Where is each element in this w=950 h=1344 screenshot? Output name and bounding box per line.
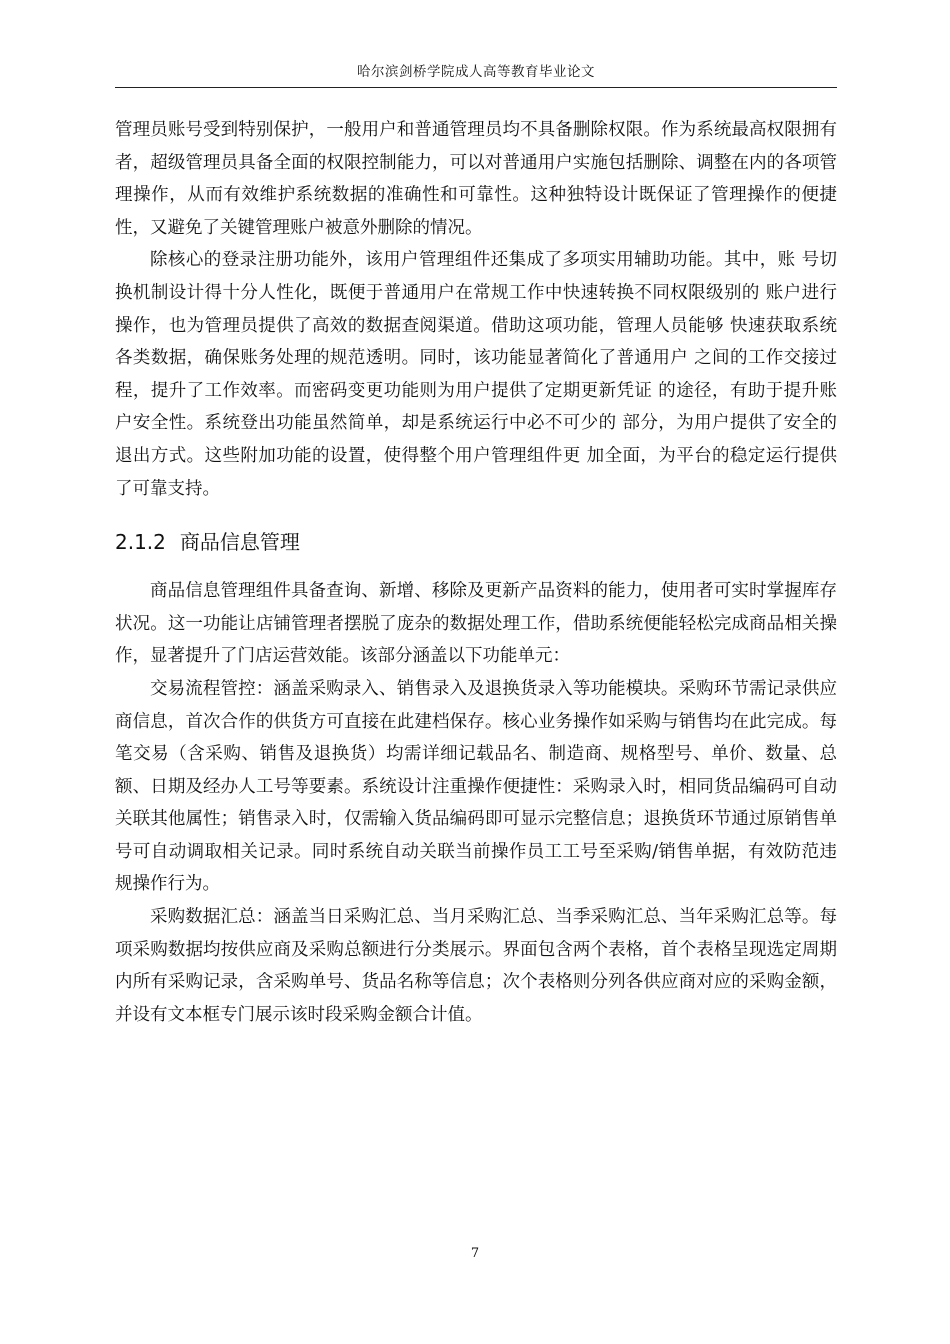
body-paragraph: 商品信息管理组件具备查询、新增、移除及更新产品资料的能力，使用者可实时掌握库存状况。这一功能让店铺管理者摆脱了庞杂的数据处理工作，借助系统便能轻松完成商品相关操作，显著提升了门店运营效能。该部分涵盖以下功能单元： <box>115 581 837 667</box>
document-body <box>115 114 837 1031</box>
body-paragraph: 除核心的登录注册功能外，该用户管理组件还集成了多项实用辅助功能。其中，账 号切换机制设计得十分人性化，既便于普通用户在常规工作中快速转换不同权限级别的 账户进行操作，也为管理员提供了高效的数据查阅渠道。借助这项功能，管理人员能够 快速获取系统各类数据，确保账务处理的规范透明。同时，该功能显著简化了普通用户 之间的工作交接过程，提升了工作效率。而密码变更功能则为用户提供了定期更新凭证 的途径，有助于提升账户安全性。系统登出功能虽然简单，却是系统运行中必不可少的 部分，为用户提供了安全的退出方式。这些附加功能的设置，使得整个用户管理组件更 加全面，为平台的稳定运行提供了可靠支持。 <box>115 250 837 499</box>
page-number: 7 <box>470 1246 480 1261</box>
body-paragraph: 采购数据汇总：涵盖当日采购汇总、当月采购汇总、当季采购汇总、当年采购汇总等。每项采购数据均按供应商及采购总额进行分类展示。界面包含两个表格，首个表格呈现选定周期内所有采购记录，含采购单号、货品名称等信息；次个表格则分列各供应商对应的采购金额，并设有文本框专门展示该时段采购金额合计值。 <box>115 907 837 1025</box>
section-title: 商品信息管理 <box>179 530 300 555</box>
body-paragraph: 管理员账号受到特别保护，一般用户和普通管理员均不具备删除权限。作为系统最高权限拥有者，超级管理员具备全面的权限控制能力，可以对普通用户实施包括删除、调整在内的各项管理操作，从而有效维护系统数据的准确性和可靠性。这种独特设计既保证了管理操作的便捷性，又避免了关键管理账户被意外删除的情况。 <box>115 120 837 238</box>
body-paragraph: 交易流程管控：涵盖采购录入、销售录入及退换货录入等功能模块。采购环节需记录供应商信息，首次合作的供货方可直接在此建档保存。核心业务操作如采购与销售均在此完成。每笔交易（含采购、销售及退换货）均需详细记载品名、制造商、规格型号、单价、数量、总额、日期及经办人工号等要素。系统设计注重操作便捷性：采购录入时，相同货品编码可自动关联其他属性；销售录入时，仅需输入货品编码即可显示完整信息；退换货环节通过原销售单号可自动调取相关记录。同时系统自动关联当前操作员工工号至采购/销售单据，有效防范违规操作行为。 <box>115 678 837 895</box>
section-number: 2.1.2 <box>115 530 166 555</box>
page-header-title: 哈尔滨剑桥学院成人高等教育毕业论文 <box>357 64 595 80</box>
header-divider <box>115 87 837 88</box>
section-heading <box>115 528 837 556</box>
